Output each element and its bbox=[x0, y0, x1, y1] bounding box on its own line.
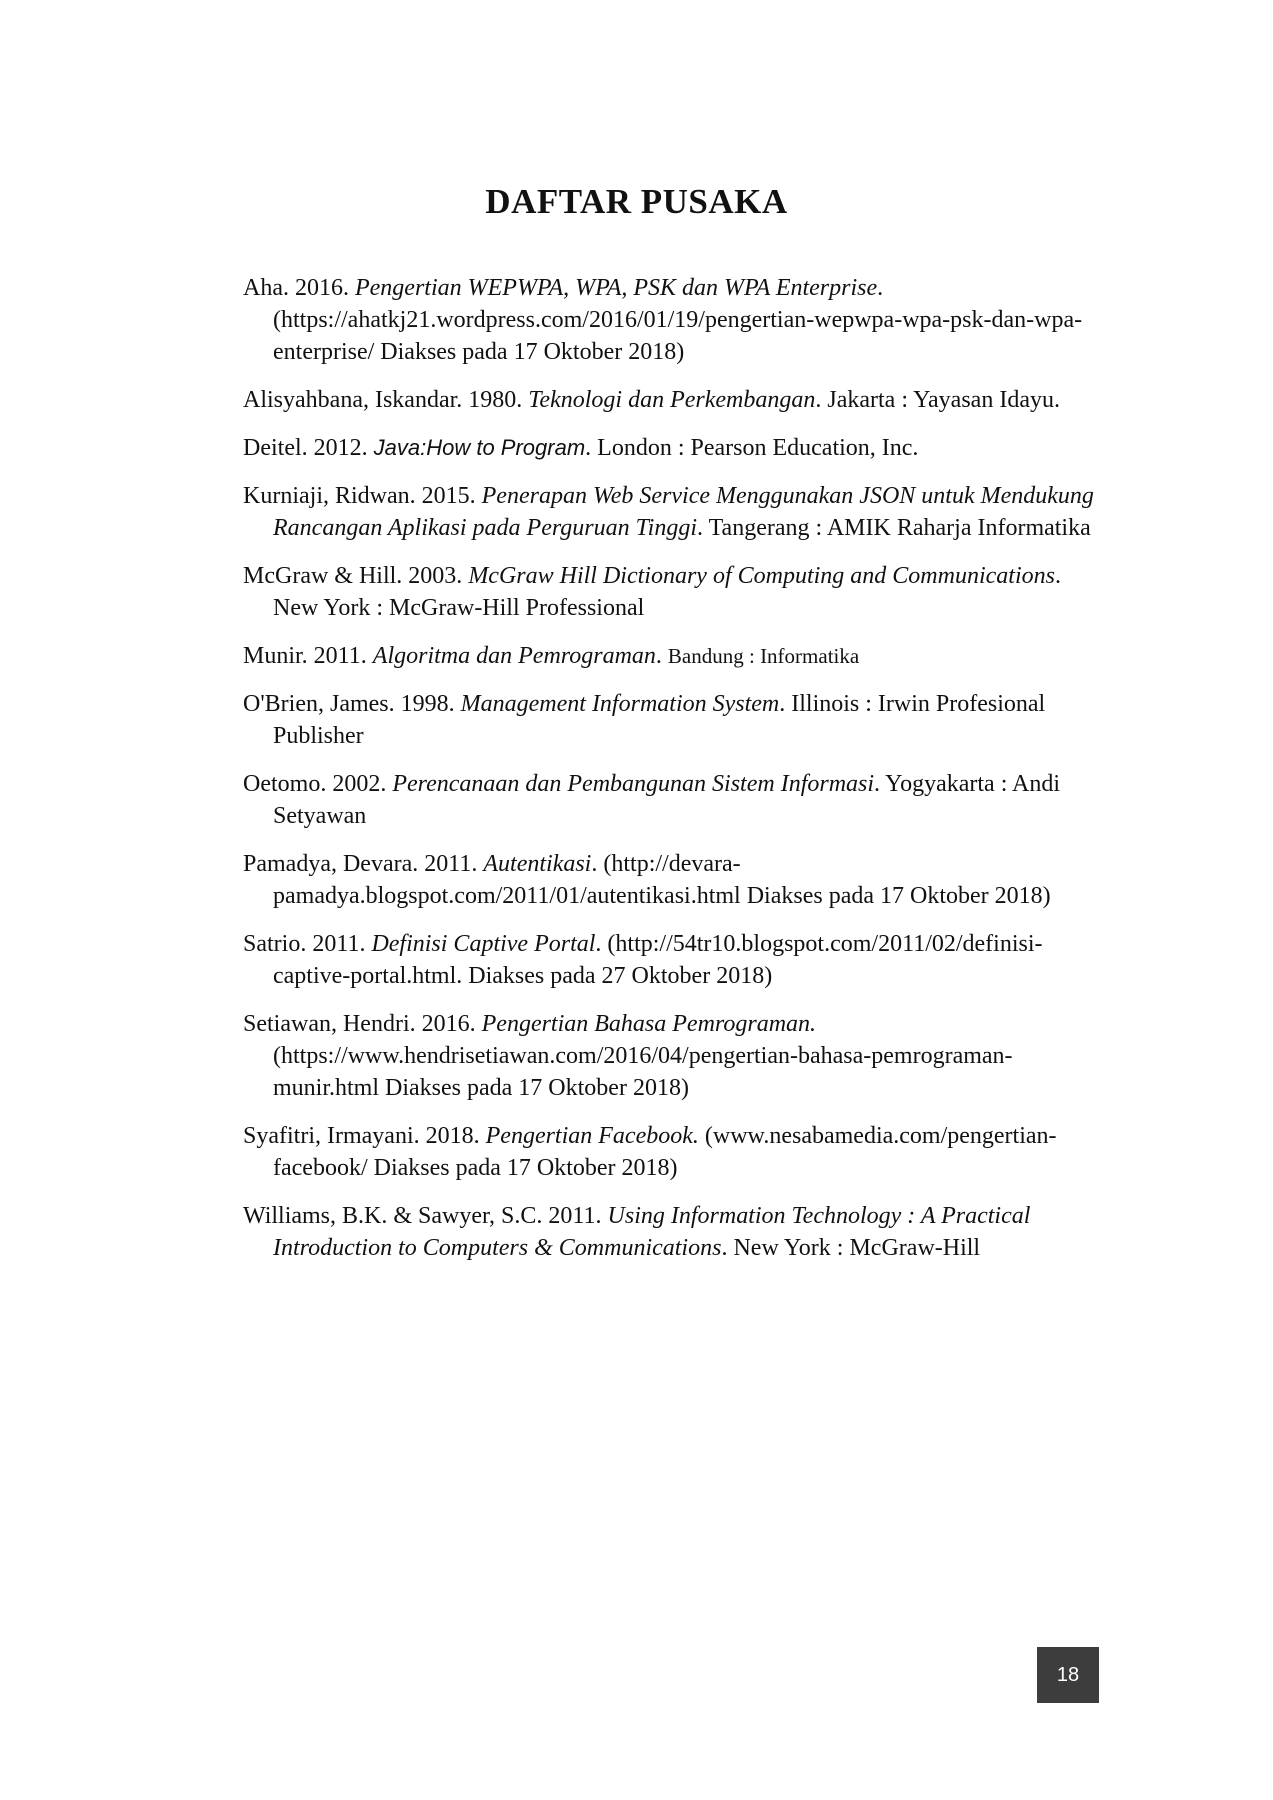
reference-author-year: Satrio. 2011. bbox=[243, 931, 372, 957]
reference-entry-syafitri bbox=[243, 1120, 1100, 1184]
reference-author-year: Deitel. 2012. bbox=[243, 435, 374, 461]
reference-author-year: Aha. 2016. bbox=[243, 275, 355, 301]
reference-author-year: Syafitri, Irmayani. 2018. bbox=[243, 1123, 486, 1149]
reference-author-year: McGraw & Hill. 2003. bbox=[243, 563, 469, 589]
reference-title: Algoritma dan Pemrograman bbox=[372, 643, 656, 669]
reference-publication: . New York : McGraw-Hill bbox=[721, 1235, 981, 1261]
reference-author-year: Munir. 2011. bbox=[243, 643, 373, 669]
reference-publication: . London : Pearson Education, Inc. bbox=[585, 435, 919, 461]
reference-entry-oetomo bbox=[243, 768, 1100, 832]
reference-author-year: Pamadya, Devara. 2011. bbox=[243, 851, 484, 877]
reference-title: Perencanaan dan Pembangunan Sistem Informasi bbox=[392, 771, 875, 797]
reference-title: Management Information System bbox=[460, 691, 780, 717]
reference-entry-deitel bbox=[243, 432, 1100, 464]
reference-entry-setiawan bbox=[243, 1008, 1100, 1104]
reference-publication: . (http://devara-pamadya.blogspot.com/2011/01/autentikasi.html Diakses pada 17 Oktober 2018) bbox=[273, 851, 1051, 909]
reference-entry-munir bbox=[243, 640, 1100, 672]
reference-title: Pengertian WEPWPA, WPA, PSK dan WPA Enterprise bbox=[354, 275, 878, 301]
reference-publication: . New York : McGraw-Hill Professional bbox=[273, 563, 1061, 621]
reference-publication: . (http://54tr10.blogspot.com/2011/02/definisi-captive-portal.html. Diakses pada 27 Oktober 2018) bbox=[273, 931, 1043, 989]
reference-author-year: Kurniaji, Ridwan. 2015. bbox=[243, 483, 482, 509]
reference-author-year: Setiawan, Hendri. 2016. bbox=[243, 1011, 482, 1037]
page-title: DAFTAR PUSAKA bbox=[485, 182, 788, 221]
reference-list bbox=[243, 272, 1100, 1280]
reference-entry-pamadya bbox=[243, 848, 1100, 912]
reference-entry-satrio bbox=[243, 928, 1100, 992]
reference-title: Penerapan Web Service Menggunakan JSON untuk Mendukung Rancangan Aplikasi pada Perguruan Tinggi bbox=[273, 483, 1094, 541]
reference-author-year: Williams, B.K. & Sawyer, S.C. 2011. bbox=[243, 1203, 608, 1229]
reference-title: Definisi Captive Portal bbox=[371, 931, 596, 957]
reference-entry-alisyahbana bbox=[243, 384, 1100, 416]
reference-author-year: Alisyahbana, Iskandar. 1980. bbox=[243, 387, 529, 413]
reference-publication: . Jakarta : Yayasan Idayu. bbox=[815, 387, 1060, 413]
reference-title: Pengertian Facebook. bbox=[485, 1123, 699, 1149]
reference-publication: . Yogyakarta : Andi Setyawan bbox=[273, 771, 1061, 829]
reference-entry-kurniaji bbox=[243, 480, 1100, 544]
reference-publication: . Tangerang : AMIK Raharja Informatika bbox=[697, 515, 1091, 541]
reference-title: Pengertian Bahasa Pemrograman. bbox=[481, 1011, 817, 1037]
reference-publication: . bbox=[655, 643, 668, 669]
reference-author-year: O'Brien, James. 1998. bbox=[243, 691, 461, 717]
reference-publisher: Bandung : Informatika bbox=[667, 644, 860, 668]
reference-publication: . Illinois : Irwin Profesional Publisher bbox=[273, 691, 1046, 749]
reference-title: Java:How to Program bbox=[373, 435, 586, 460]
page-number: 18 bbox=[1037, 1647, 1099, 1703]
reference-publication: . (https://ahatkj21.wordpress.com/2016/01/19/pengertian-wepwpa-wpa-psk-dan-wpa-enterprise/ Diakses pada 17 Oktober 2018) bbox=[273, 275, 1083, 365]
reference-publication: (https://www.hendrisetiawan.com/2016/04/pengertian-bahasa-pemrograman-munir.html Diakses pada 17 Oktober 2018) bbox=[273, 1043, 1013, 1101]
reference-title: Autentikasi bbox=[483, 851, 592, 877]
reference-title: Teknologi dan Perkembangan bbox=[528, 387, 816, 413]
reference-publication: (www.nesabamedia.com/pengertian-facebook/ Diakses pada 17 Oktober 2018) bbox=[273, 1123, 1057, 1181]
reference-title: Using Information Technology : A Practical Introduction to Computers & Communications bbox=[273, 1203, 1031, 1261]
reference-title: McGraw Hill Dictionary of Computing and Communications bbox=[468, 563, 1055, 589]
reference-entry-williams-sawyer bbox=[243, 1200, 1100, 1264]
reference-entry-mcgraw-hill bbox=[243, 560, 1100, 624]
reference-author-year: Oetomo. 2002. bbox=[243, 771, 393, 797]
reference-entry-obrien bbox=[243, 688, 1100, 752]
reference-entry-aha bbox=[243, 272, 1100, 368]
